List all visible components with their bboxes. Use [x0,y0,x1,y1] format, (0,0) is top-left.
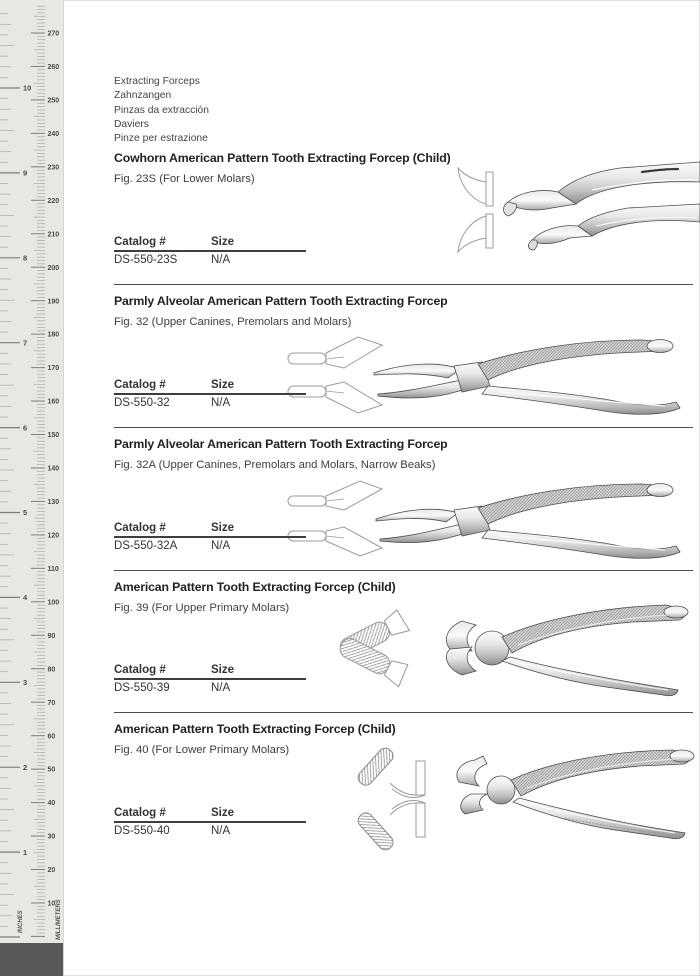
svg-text:190: 190 [47,298,60,306]
svg-text:230: 230 [47,164,60,172]
category-line-de: Zahnzangen [114,90,172,102]
beak-profile-drawing-5 [352,743,447,855]
size-value-2: N/A [211,397,231,409]
measurement-ruler [0,0,64,976]
svg-text:250: 250 [47,97,60,105]
svg-text:140: 140 [47,465,60,473]
size-header-label: Size [211,236,235,248]
svg-text:10: 10 [47,900,56,908]
catalog-number-5: DS-550-40 [114,825,170,837]
svg-text:130: 130 [47,499,60,507]
svg-text:3: 3 [23,678,28,687]
catalog-table-header [114,664,306,680]
svg-text:240: 240 [47,130,60,138]
forceps-photo-1 [492,160,700,252]
svg-text:150: 150 [47,432,60,440]
catalog-table-row [114,395,306,409]
svg-text:2: 2 [23,762,28,772]
svg-text:30: 30 [47,833,56,841]
svg-text:60: 60 [47,733,56,741]
svg-text:200: 200 [47,264,60,272]
svg-text:90: 90 [47,632,56,640]
catalog-table-header [114,236,306,252]
product-fig-2: Fig. 32 (Upper Canines, Premolars and Molars) [114,316,352,328]
section-divider-2 [114,427,693,428]
size-value-5: N/A [211,825,231,837]
svg-text:20: 20 [47,867,56,875]
svg-text:170: 170 [47,365,60,373]
catalog-table-row [114,680,306,694]
catalog-table-row [114,538,306,552]
category-header [114,75,209,146]
size-header-label: Size [211,522,235,534]
catalog-number-4: DS-550-39 [114,682,170,694]
svg-text:7: 7 [23,338,28,348]
product-title-3: Parmly Alveolar American Pattern Tooth Extracting Forcep [114,437,448,451]
product-title-1: Cowhorn American Pattern Tooth Extracting Forcep (Child) [114,151,451,165]
section-divider-3 [114,570,693,571]
svg-text:10: 10 [23,83,32,93]
size-header-label: Size [211,664,235,676]
category-line-it: Pinze per estrazione [114,133,208,145]
catalog-header-label: Catalog # [114,522,166,534]
catalog-header-label: Catalog # [114,379,166,391]
svg-text:220: 220 [47,197,60,205]
catalog-table-row [114,252,306,266]
svg-text:180: 180 [47,331,60,339]
product-fig-4: Fig. 39 (For Upper Primary Molars) [114,602,290,614]
size-header-label: Size [211,807,235,819]
catalog-table-3 [114,522,306,552]
catalog-table-header [114,807,306,823]
forceps-photo-3 [370,471,695,566]
size-value-4: N/A [211,682,231,694]
product-fig-3: Fig. 32A (Upper Canines, Premolars and Molars, Narrow Beaks) [114,459,436,471]
catalog-header-label: Catalog # [114,807,166,819]
size-value-1: N/A [211,254,231,266]
svg-text:5: 5 [23,508,28,518]
product-fig-1: Fig. 23S (For Lower Molars) [114,173,255,185]
forceps-photo-4 [428,593,700,703]
svg-text:MILLIMETERS: MILLIMETERS [56,899,62,940]
catalog-table-4 [114,664,306,694]
category-line-en: Extracting Forceps [114,76,200,87]
svg-text:210: 210 [47,231,60,239]
product-title-2: Parmly Alveolar American Pattern Tooth Extracting Forcep [114,294,448,308]
beak-profile-drawing-4 [328,598,423,698]
svg-text:1: 1 [23,847,28,857]
category-line-fr: Daviers [114,118,149,130]
svg-text:270: 270 [47,30,60,38]
catalog-table-header [114,522,306,538]
catalog-table-1 [114,236,306,266]
svg-text:50: 50 [47,766,56,774]
category-line-es: Pinzas da extracción [114,104,210,116]
svg-text:6: 6 [23,423,28,433]
catalog-header-label: Catalog # [114,236,166,248]
svg-text:160: 160 [47,398,60,406]
catalog-table-5 [114,807,306,837]
section-divider-4 [114,712,693,713]
size-header-label: Size [211,379,235,391]
catalog-table-row [114,823,306,837]
svg-text:110: 110 [47,565,59,573]
product-title-5: American Pattern Tooth Extracting Forcep (Child) [114,722,396,736]
svg-text:80: 80 [47,666,56,674]
ruler-graphic [0,0,63,976]
svg-text:4: 4 [23,593,28,603]
catalog-table-header [114,379,306,395]
svg-text:260: 260 [47,64,60,72]
product-title-4: American Pattern Tooth Extracting Forcep (Child) [114,580,396,594]
svg-text:100: 100 [47,599,60,607]
section-divider-1 [114,284,693,285]
forceps-photo-5 [445,738,700,850]
svg-text:40: 40 [47,800,56,808]
catalog-header-label: Catalog # [114,664,166,676]
svg-text:70: 70 [47,699,56,707]
svg-text:INCHES: INCHES [18,910,24,933]
size-value-3: N/A [211,540,231,552]
catalog-table-2 [114,379,306,409]
catalog-number-3: DS-550-32A [114,540,178,552]
svg-text:9: 9 [23,168,28,178]
catalog-number-2: DS-550-32 [114,397,170,409]
catalog-number-1: DS-550-23S [114,254,178,266]
svg-text:8: 8 [23,253,28,263]
svg-text:120: 120 [47,532,60,540]
forceps-photo-2 [370,328,695,423]
product-fig-5: Fig. 40 (For Lower Primary Molars) [114,744,290,756]
